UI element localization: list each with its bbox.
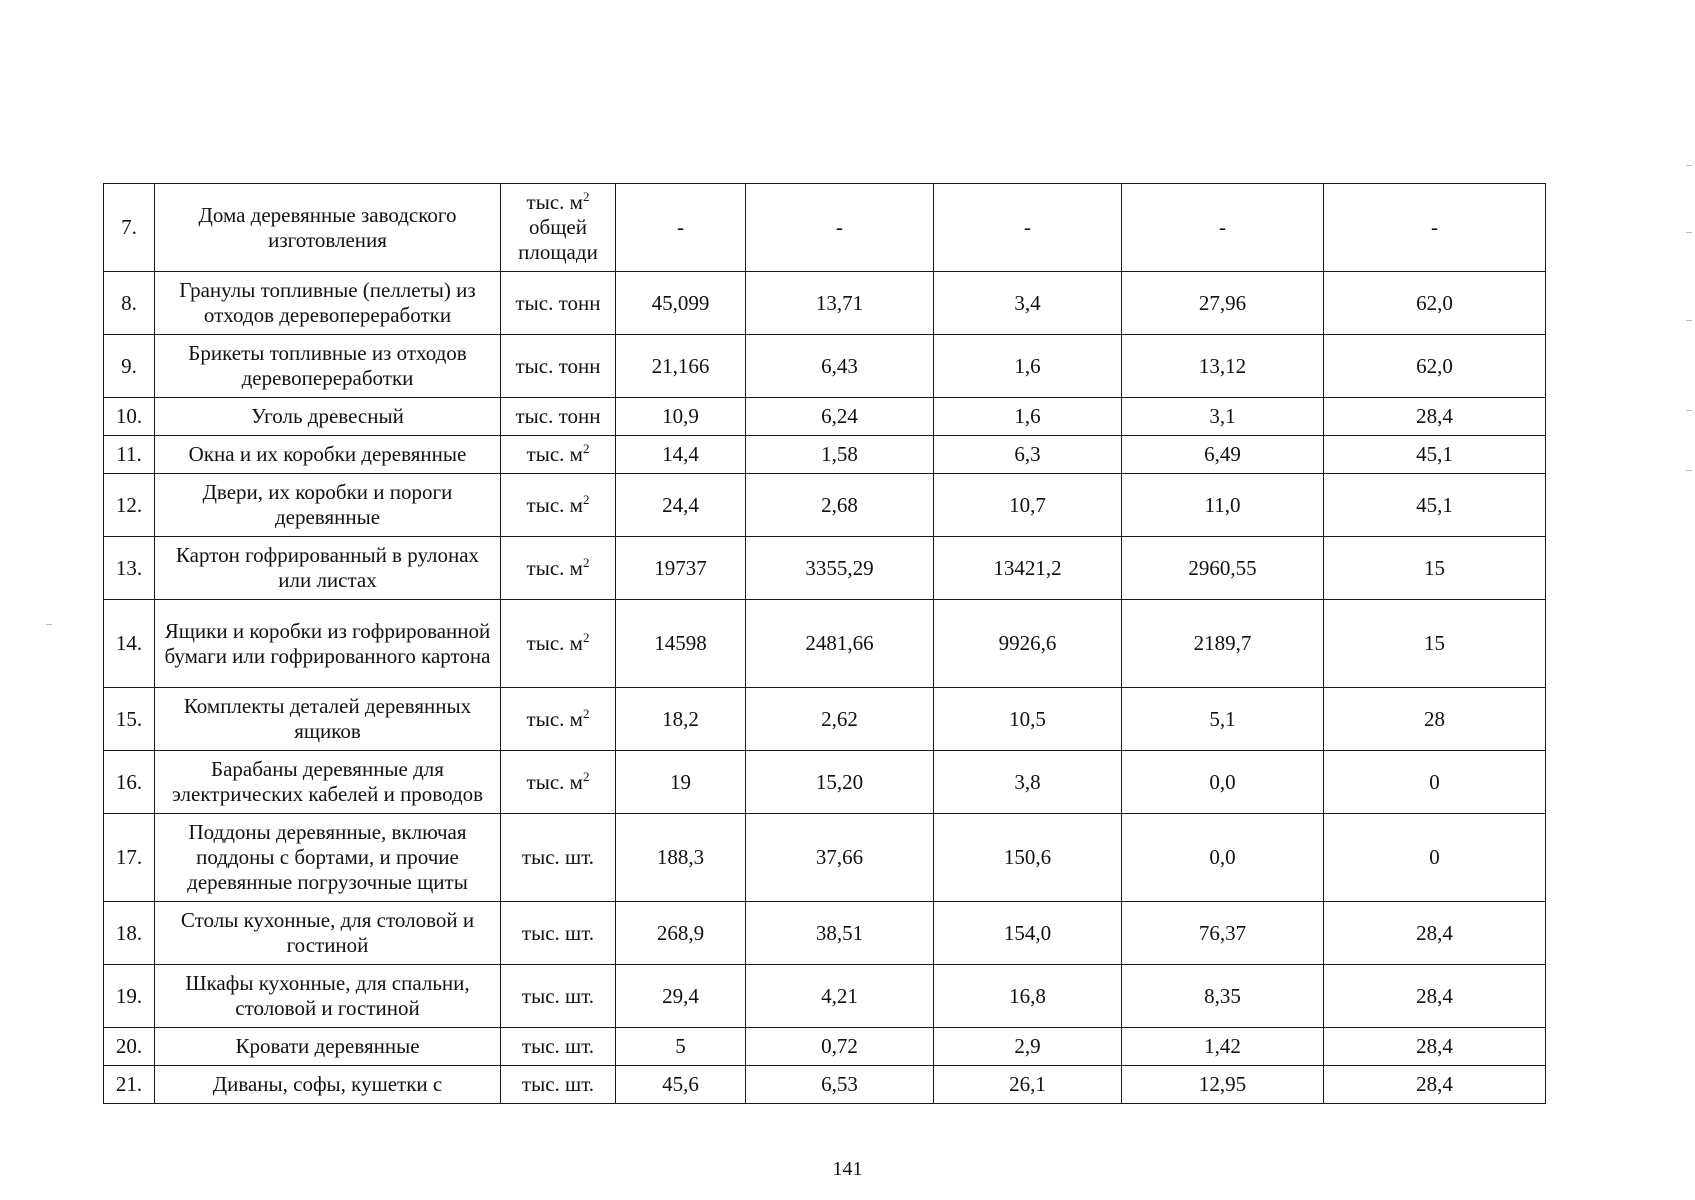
value-cell: 16,8 (934, 965, 1122, 1028)
value-cell: 28,4 (1324, 1028, 1546, 1066)
row-number-cell: 15. (104, 688, 155, 751)
value-cell: 2,62 (746, 688, 934, 751)
unit-cell (501, 436, 616, 474)
value-cell: 6,24 (746, 398, 934, 436)
table-row (104, 902, 1546, 965)
value-cell: 10,5 (934, 688, 1122, 751)
value-cell: 28,4 (1324, 398, 1546, 436)
table-row (104, 474, 1546, 537)
value-cell: 62,0 (1324, 335, 1546, 398)
value-cell: 10,9 (616, 398, 746, 436)
value-cell: 2189,7 (1122, 600, 1324, 688)
product-name-cell: Дома деревянные заводского изготовления (155, 184, 501, 272)
table-row (104, 1066, 1546, 1104)
value-cell: 154,0 (934, 902, 1122, 965)
value-cell: 1,6 (934, 398, 1122, 436)
row-number-cell: 7. (104, 184, 155, 272)
value-cell: 29,4 (616, 965, 746, 1028)
scan-artifact (1686, 320, 1692, 321)
product-name-cell: Шкафы кухонные, для спальни, столовой и гостиной (155, 965, 501, 1028)
row-number-cell: 10. (104, 398, 155, 436)
unit-text: тыс. шт. (521, 1034, 595, 1058)
value-cell: 13,12 (1122, 335, 1324, 398)
unit-tail-text: общей площади (518, 215, 598, 264)
product-name-cell: Столы кухонные, для столовой и гостиной (155, 902, 501, 965)
table-row (104, 965, 1546, 1028)
unit-cell (501, 474, 616, 537)
unit-superscript: 2 (582, 491, 590, 507)
unit-text: тыс. м (526, 442, 583, 466)
product-name-cell: Ящики и коробки из гофрированной бумаги или гофрированного картона (155, 600, 501, 688)
value-cell: 15 (1324, 537, 1546, 600)
row-number-cell: 9. (104, 335, 155, 398)
unit-superscript: 2 (582, 630, 590, 645)
value-cell: 2,9 (934, 1028, 1122, 1066)
scan-artifact (46, 624, 52, 625)
value-cell: 5 (616, 1028, 746, 1066)
value-cell: 18,2 (616, 688, 746, 751)
value-cell: 2,68 (746, 474, 934, 537)
scan-artifact (1686, 232, 1692, 233)
row-number-cell: 8. (104, 272, 155, 335)
value-cell: 28,4 (1324, 1066, 1546, 1104)
value-cell: 6,43 (746, 335, 934, 398)
unit-cell (501, 814, 616, 902)
value-cell: 28,4 (1324, 965, 1546, 1028)
value-cell: 9926,6 (934, 600, 1122, 688)
unit-cell (501, 751, 616, 814)
table-row (104, 600, 1546, 688)
value-cell: 76,37 (1122, 902, 1324, 965)
row-number-cell: 12. (104, 474, 155, 537)
value-cell: 0,0 (1122, 751, 1324, 814)
value-cell: 6,49 (1122, 436, 1324, 474)
value-cell: - (1324, 184, 1546, 272)
unit-text: тыс. м (526, 190, 583, 214)
row-number-cell: 21. (104, 1066, 155, 1104)
row-number-cell: 19. (104, 965, 155, 1028)
product-name-cell: Диваны, софы, кушетки с (155, 1066, 501, 1104)
value-cell: 1,6 (934, 335, 1122, 398)
product-name-cell: Кровати деревянные (155, 1028, 501, 1066)
value-cell: 28,4 (1324, 902, 1546, 965)
product-name-cell: Окна и их коробки деревянные (155, 436, 501, 474)
product-name-cell: Комплекты деталей деревянных ящиков (155, 688, 501, 751)
value-cell: - (746, 184, 934, 272)
table-row (104, 537, 1546, 600)
value-cell: 150,6 (934, 814, 1122, 902)
unit-text: тыс. м (526, 769, 583, 794)
value-cell: 37,66 (746, 814, 934, 902)
row-number-cell: 18. (104, 902, 155, 965)
unit-text: тыс. тонн (515, 404, 601, 428)
product-name-cell: Гранулы топливные (пеллеты) из отходов деревопереработки (155, 272, 501, 335)
product-name-cell: Барабаны деревянные для электрических кабелей и проводов (155, 751, 501, 814)
unit-superscript: 2 (582, 768, 590, 784)
product-name-cell: Картон гофрированный в рулонах или листах (155, 537, 501, 600)
scan-artifact (1686, 410, 1692, 411)
production-table (103, 183, 1546, 1104)
value-cell: 45,1 (1324, 436, 1546, 474)
value-cell: 24,4 (616, 474, 746, 537)
value-cell: 0 (1324, 751, 1546, 814)
table-row (104, 1028, 1546, 1066)
unit-cell (501, 1028, 616, 1066)
row-number-cell: 11. (104, 436, 155, 474)
value-cell: 21,166 (616, 335, 746, 398)
unit-text: тыс. шт. (521, 845, 595, 869)
value-cell: 13421,2 (934, 537, 1122, 600)
value-cell: 0 (1324, 814, 1546, 902)
unit-superscript: 2 (582, 705, 590, 721)
value-cell: 15,20 (746, 751, 934, 814)
value-cell: 45,099 (616, 272, 746, 335)
unit-superscript: 2 (582, 554, 590, 570)
value-cell: 3,1 (1122, 398, 1324, 436)
unit-text: тыс. м (526, 631, 583, 655)
product-name-cell: Двери, их коробки и пороги деревянные (155, 474, 501, 537)
table-row (104, 814, 1546, 902)
table-row (104, 335, 1546, 398)
value-cell: - (1122, 184, 1324, 272)
value-cell: 188,3 (616, 814, 746, 902)
unit-cell (501, 184, 616, 272)
value-cell: 11,0 (1122, 474, 1324, 537)
value-cell: 38,51 (746, 902, 934, 965)
product-name-cell: Поддоны деревянные, включая поддоны с бортами, и прочие деревянные погрузочные щиты (155, 814, 501, 902)
unit-cell (501, 902, 616, 965)
value-cell: 19737 (616, 537, 746, 600)
unit-text: тыс. м (526, 555, 583, 580)
page-number: 141 (832, 1158, 863, 1180)
value-cell: 2481,66 (746, 600, 934, 688)
value-cell: - (934, 184, 1122, 272)
table-row (104, 398, 1546, 436)
unit-superscript: 2 (582, 441, 590, 456)
value-cell: 3355,29 (746, 537, 934, 600)
value-cell: 26,1 (934, 1066, 1122, 1104)
row-number-cell: 13. (104, 537, 155, 600)
unit-cell (501, 398, 616, 436)
value-cell: 15 (1324, 600, 1546, 688)
scan-artifact (1686, 165, 1692, 166)
value-cell: 1,58 (746, 436, 934, 474)
unit-text: тыс. м (526, 492, 583, 517)
value-cell: 2960,55 (1122, 537, 1324, 600)
unit-superscript: 2 (582, 189, 590, 204)
row-number-cell: 14. (104, 600, 155, 688)
row-number-cell: 16. (104, 751, 155, 814)
value-cell: 0,0 (1122, 814, 1324, 902)
unit-cell (501, 965, 616, 1028)
value-cell: 268,9 (616, 902, 746, 965)
value-cell: 4,21 (746, 965, 934, 1028)
value-cell: 28 (1324, 688, 1546, 751)
product-name-cell: Уголь древесный (155, 398, 501, 436)
unit-text: тыс. шт. (521, 983, 595, 1008)
value-cell: 27,96 (1122, 272, 1324, 335)
value-cell: 19 (616, 751, 746, 814)
value-cell: 12,95 (1122, 1066, 1324, 1104)
value-cell: 62,0 (1324, 272, 1546, 335)
unit-text: тыс. м (526, 706, 583, 731)
table-row (104, 184, 1546, 272)
unit-cell (501, 272, 616, 335)
table-row (104, 751, 1546, 814)
unit-text: тыс. шт. (521, 920, 595, 945)
unit-text: тыс. тонн (515, 353, 601, 378)
scan-artifact (1686, 470, 1692, 471)
value-cell: - (616, 184, 746, 272)
value-cell: 6,3 (934, 436, 1122, 474)
value-cell: 45,1 (1324, 474, 1546, 537)
value-cell: 10,7 (934, 474, 1122, 537)
value-cell: 3,4 (934, 272, 1122, 335)
value-cell: 1,42 (1122, 1028, 1324, 1066)
row-number-cell: 20. (104, 1028, 155, 1066)
value-cell: 3,8 (934, 751, 1122, 814)
unit-text: тыс. тонн (515, 290, 601, 315)
unit-text: тыс. шт. (521, 1072, 595, 1096)
value-cell: 6,53 (746, 1066, 934, 1104)
table-row (104, 688, 1546, 751)
value-cell: 45,6 (616, 1066, 746, 1104)
value-cell: 8,35 (1122, 965, 1324, 1028)
value-cell: 5,1 (1122, 688, 1324, 751)
unit-cell (501, 537, 616, 600)
value-cell: 14,4 (616, 436, 746, 474)
table-row (104, 436, 1546, 474)
value-cell: 13,71 (746, 272, 934, 335)
unit-cell (501, 1066, 616, 1104)
unit-cell (501, 600, 616, 688)
value-cell: 14598 (616, 600, 746, 688)
value-cell: 0,72 (746, 1028, 934, 1066)
table-row (104, 272, 1546, 335)
table-body (104, 184, 1546, 1104)
product-name-cell: Брикеты топливные из отходов деревопереработки (155, 335, 501, 398)
unit-cell (501, 335, 616, 398)
row-number-cell: 17. (104, 814, 155, 902)
unit-cell (501, 688, 616, 751)
